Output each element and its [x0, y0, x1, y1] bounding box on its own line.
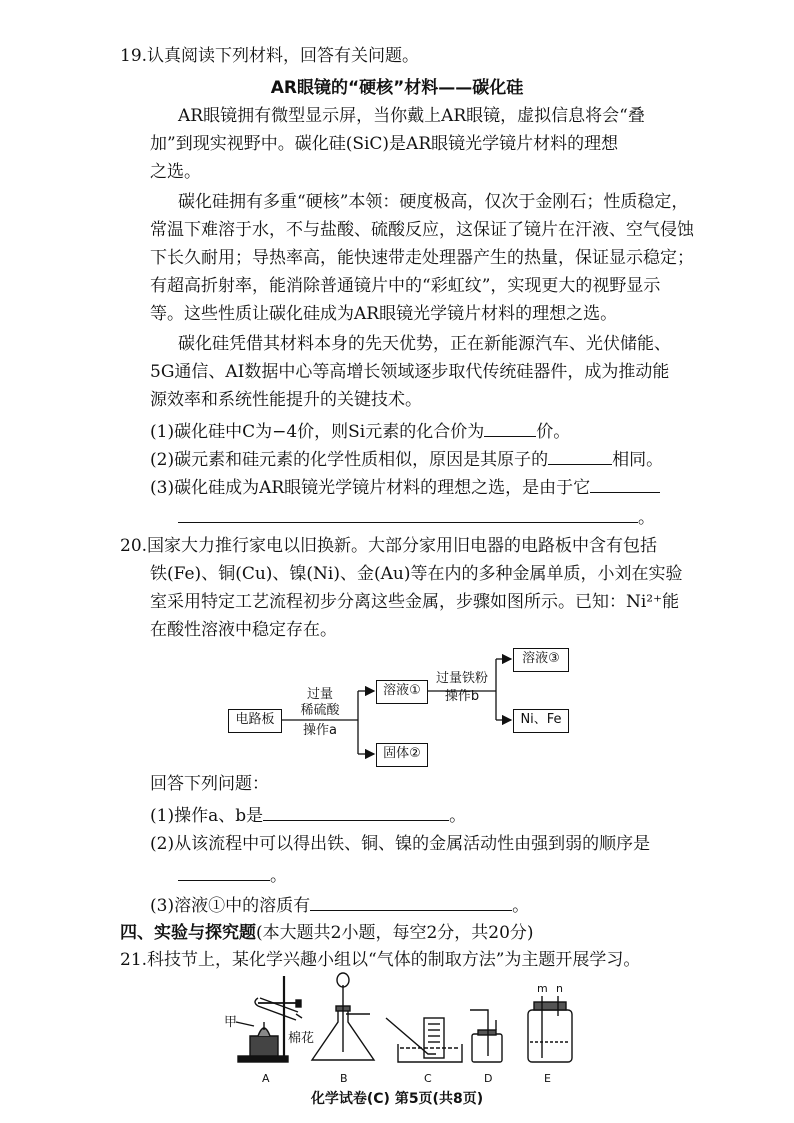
q20-sub3-period: 。: [512, 896, 530, 916]
apparatus-label-b: B: [340, 1072, 348, 1085]
flow-label-op-a: 操作a: [303, 723, 337, 738]
page-footer: 化学试卷(C) 第5页(共8页): [310, 1091, 484, 1107]
q19-p1-line1: AR眼镜拥有微型显示屏，当你戴上AR眼镜，虚拟信息将会“叠: [178, 106, 645, 126]
q19-sub2-text: (2)碳元素和硅元素的化学性质相似，原因是其原子的: [150, 450, 549, 470]
q19-article-title: AR眼镜的“硬核”材料——碳化硅: [270, 78, 524, 98]
q20-sub1-text: (1)操作a、b是: [150, 806, 264, 826]
label-n: n: [556, 982, 563, 995]
q19-stem: 19.认真阅读下列材料，回答有关问题。: [120, 46, 420, 66]
flow-label-excess-iron: 过量铁粉: [435, 671, 488, 686]
flow-box-solution1: 溶液①: [376, 680, 428, 704]
q21-stem: 21.科技节上，某化学兴趣小组以“气体的制取方法”为主题开展学习。: [120, 950, 641, 970]
q19-p3-line2: 5G通信、AI数据中心等高增长领域逐步取代传统硅器件，成为推动能: [150, 362, 670, 382]
q20-stem-line3: 室采用特定工艺流程初步分离这些金属，步骤如图所示。已知：Ni²⁺能: [150, 592, 680, 612]
apparatus-label-c: C: [424, 1072, 432, 1085]
flow-box-ni-fe: Ni、Fe: [513, 709, 569, 733]
q20-stem-line1: 20.国家大力推行家电以旧换新。大部分家用旧电器的电路板中含有包括: [120, 536, 658, 556]
section4-heading: 四、实验与探究题: [120, 923, 256, 943]
q19-p2-line1: 碳化硅拥有多重“硬核”本领：硬度极高，仅次于金刚石；性质稳定，: [178, 192, 689, 212]
q20-sub2: (2)从该流程中可以得出铁、铜、镍的金属活动性由强到弱的顺序是: [150, 834, 651, 854]
q20-sub3-text: (3)溶液①中的溶质有: [150, 896, 311, 916]
apparatus-a: [236, 976, 302, 1062]
apparatus-label-e: E: [544, 1072, 551, 1085]
flow-box-circuit-board: 电路板: [228, 709, 282, 733]
q20-sub2-period: 。: [270, 866, 287, 886]
apparatus-c: [386, 1018, 462, 1062]
apparatus-label-a: A: [262, 1072, 270, 1085]
q19-p2-line3: 下长久耐用；导热率高，能快速带走处理器产生的热量，保证显示稳定；: [150, 248, 694, 268]
apparatus-e: [528, 996, 572, 1062]
apparatus-d: [470, 1010, 502, 1062]
apparatus-b: [312, 973, 374, 1060]
q20-answer-intro: 回答下列问题：: [150, 774, 269, 794]
label-jia: 甲: [224, 1015, 238, 1030]
flow-box-solution3: 溶液③: [513, 648, 569, 672]
flow-box-solid2: 固体②: [376, 743, 428, 767]
q19-sub3-text: (3)碳化硅成为AR眼镜光学镜片材料的理想之选，是由于它: [150, 478, 591, 498]
q19-p2-line5: 等。这些性质让碳化硅成为AR眼镜光学镜片材料的理想之选。: [150, 304, 618, 324]
q19-p2-line4: 有超高折射率，能消除普通镜片中的“彩虹纹”，实现更大的视野显示: [150, 276, 661, 296]
q19-p1-line3: 之选。: [150, 162, 201, 182]
q20-stem-line4: 在酸性溶液中稳定存在。: [150, 620, 337, 640]
flow-label-op-b: 操作b: [444, 689, 480, 704]
flow-label-dilute-acid: 稀硫酸: [300, 703, 340, 718]
q19-p3-line1: 碳化硅凭借其材料本身的先天优势，正在新能源汽车、光伏储能、: [178, 334, 671, 354]
q20-sub1-period: 。: [449, 806, 467, 826]
label-cotton: 棉花: [288, 1031, 315, 1046]
q20-stem-line2: 铁(Fe)、铜(Cu)、镍(Ni)、金(Au)等在内的多种金属单质，小刘在实验: [150, 564, 683, 584]
section4-note: (本大题共2小题，每空2分，共20分): [256, 923, 534, 943]
flow-label-excess: 过量: [306, 687, 333, 702]
q19-sub3-period: 。: [638, 508, 655, 528]
q19-p3-line3: 源效率和系统性能提升的关键技术。: [150, 390, 422, 410]
q19-sub2-tail: 相同。: [612, 450, 664, 470]
label-m: m: [537, 982, 548, 995]
apparatus-label-d: D: [484, 1072, 493, 1085]
q19-p2-line2: 常温下难溶于水，不与盐酸、硫酸反应，这保证了镜片在汗液、空气侵蚀: [150, 220, 694, 240]
q19-p1-line2: 加”到现实视野中。碳化硅(SiC)是AR眼镜光学镜片材料的理想: [150, 134, 619, 154]
q19-sub1-unit: 价。: [536, 422, 571, 442]
q19-sub1-text: (1)碳化硅中C为−4价，则Si元素的化合价为: [150, 422, 485, 442]
